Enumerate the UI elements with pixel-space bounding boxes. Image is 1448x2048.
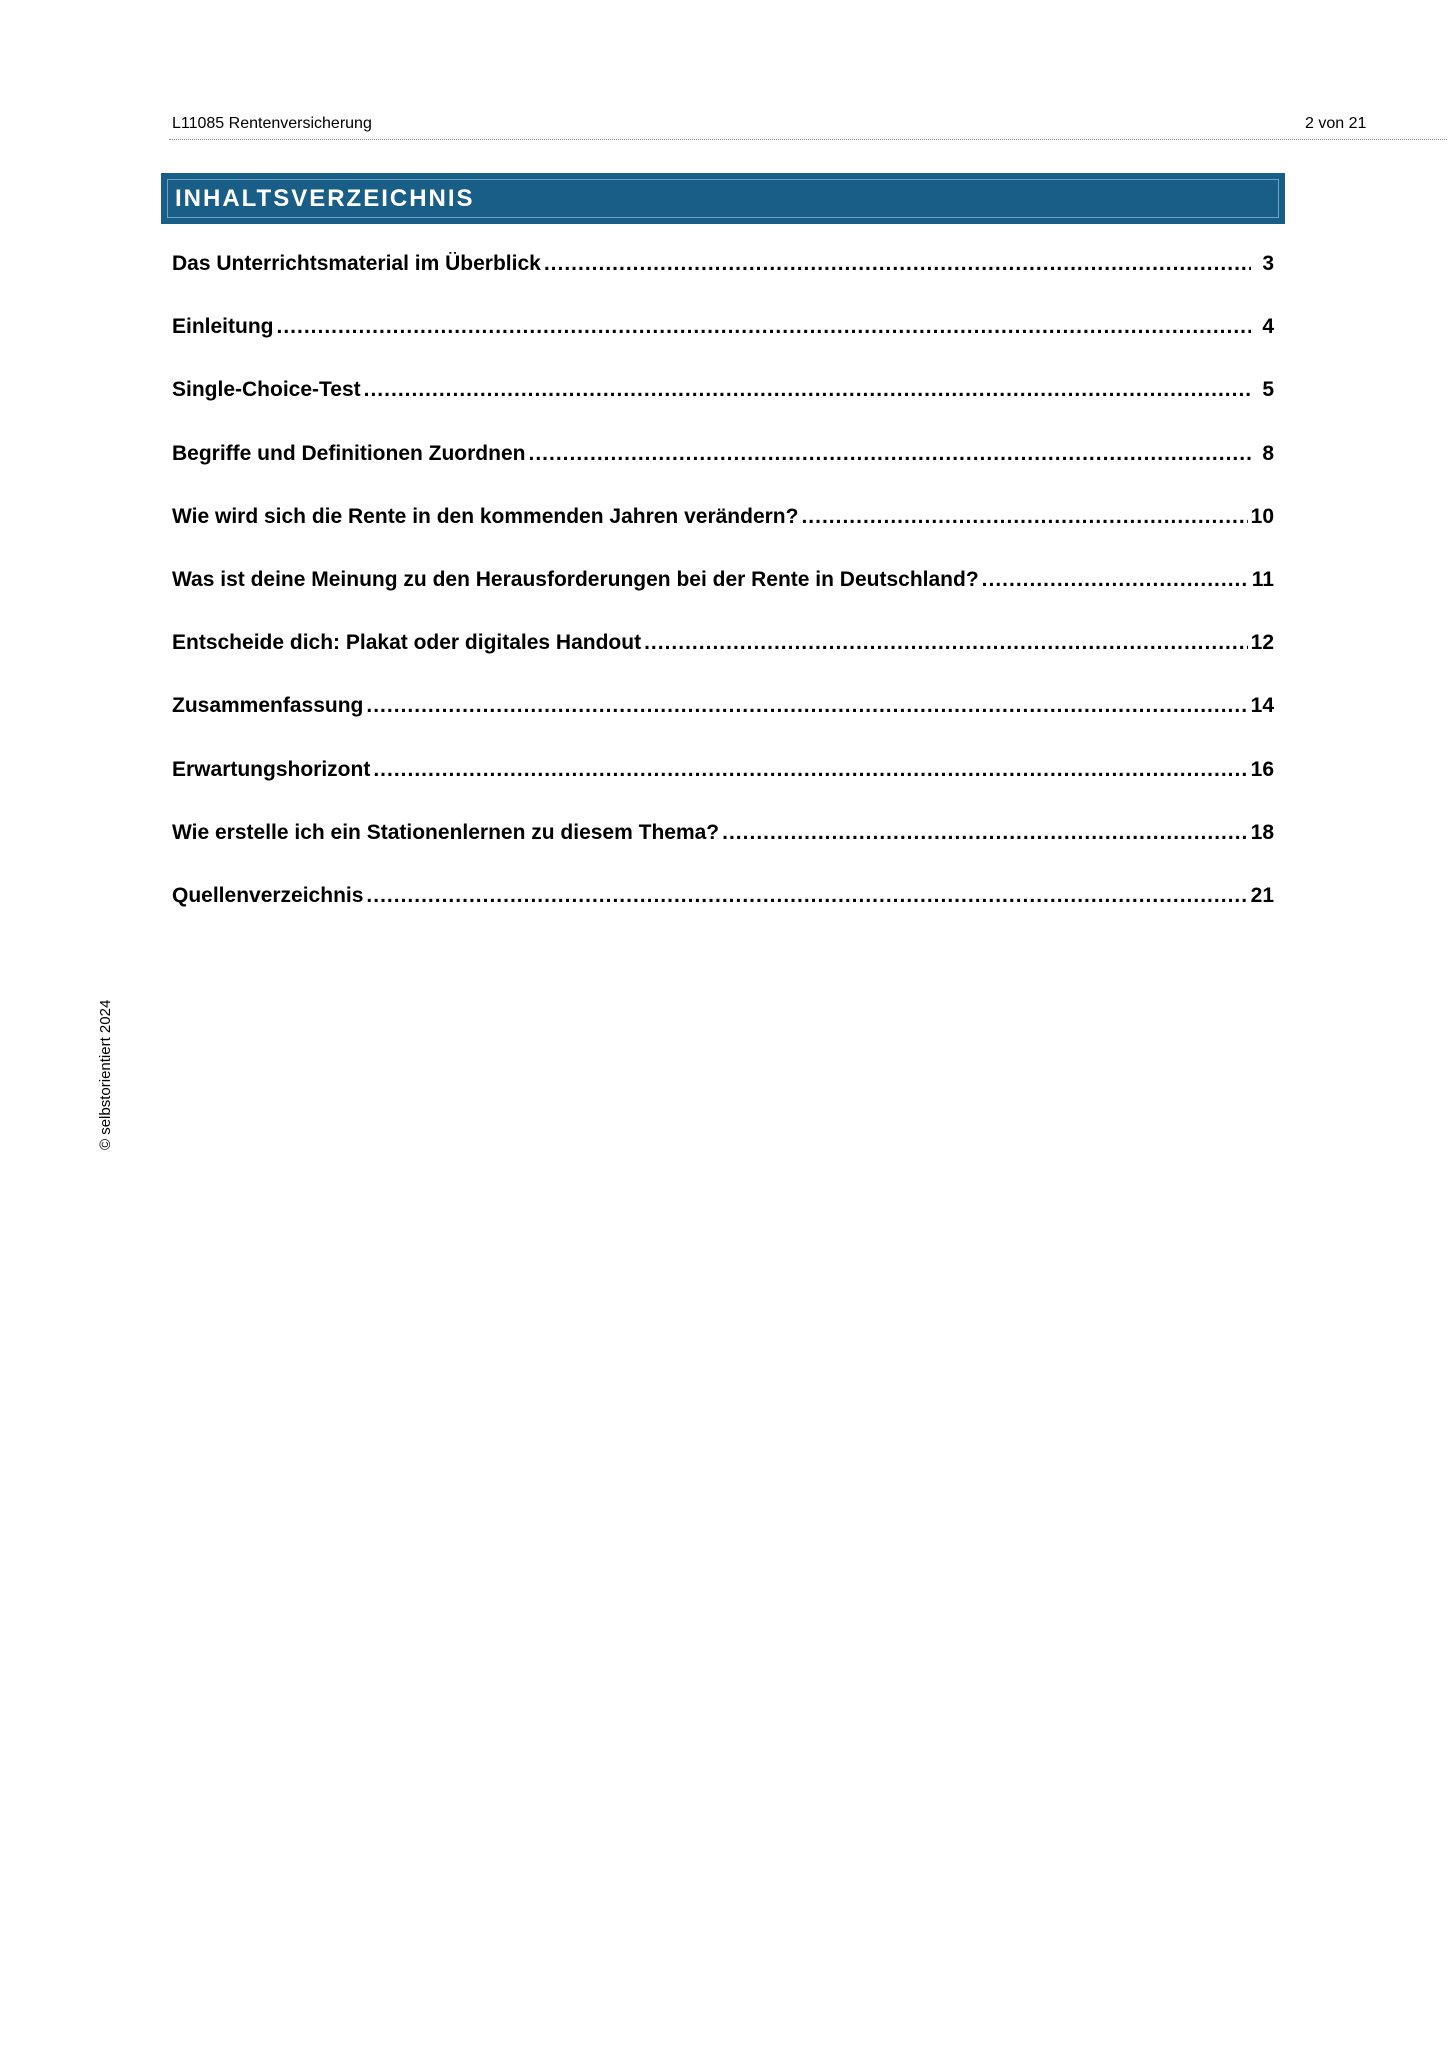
toc-entry[interactable] [172, 568, 1274, 631]
toc-entry-page: 12 [1250, 631, 1274, 655]
toc-entry-page: 3 [1262, 252, 1274, 275]
toc-entry-page: 16 [1250, 757, 1274, 781]
toc-dot-leader [644, 631, 1248, 655]
toc-entry-label: Erwartungshorizont [172, 757, 371, 781]
toc-dot-leader [373, 758, 1247, 782]
toc-entry-page: 18 [1250, 820, 1274, 844]
toc-entry-page: 5 [1262, 378, 1274, 402]
toc-entry-label: Quellenverzeichnis [172, 883, 364, 907]
toc-entry[interactable] [172, 884, 1274, 947]
toc-entry[interactable] [172, 821, 1274, 884]
toc-entry-page: 21 [1250, 883, 1274, 907]
toc-entry-label: Was ist deine Meinung zu den Herausforderungen bei der Rente in Deutschland? [172, 567, 979, 591]
toc-dot-leader [364, 378, 1251, 402]
toc-heading: INHALTSVERZEICHNIS [175, 185, 475, 212]
toc-dot-leader [366, 694, 1247, 718]
toc-entry-label: Single-Choice-Test [172, 378, 361, 402]
page-header [169, 115, 1447, 140]
toc-entry-label: Wie erstelle ich ein Stationenlernen zu diesem Thema? [172, 820, 720, 844]
toc-dot-leader [801, 505, 1247, 529]
toc-dot-leader [528, 442, 1251, 466]
document-title: L11085 Rentenversicherung [172, 115, 372, 132]
toc-dot-leader [277, 315, 1252, 339]
toc-entry-label: Einleitung [172, 315, 274, 339]
toc-dot-leader [722, 821, 1248, 845]
toc-list [172, 252, 1274, 947]
toc-entry-page: 8 [1262, 441, 1274, 465]
toc-entry-label: Wie wird sich die Rente in den kommenden Jahren verändern? [172, 504, 799, 528]
toc-entry[interactable] [172, 315, 1274, 378]
toc-entry-page: 11 [1251, 567, 1274, 591]
toc-dot-leader [544, 252, 1251, 276]
toc-entry-page: 10 [1250, 504, 1274, 528]
toc-entry[interactable] [172, 758, 1274, 821]
toc-entry-label: Zusammenfassung [172, 694, 364, 718]
toc-entry-label: Das Unterrichtsmaterial im Überblick [172, 252, 541, 275]
toc-entry-page: 14 [1250, 694, 1274, 718]
toc-entry[interactable] [172, 252, 1274, 315]
toc-entry[interactable] [172, 378, 1274, 441]
toc-entry[interactable] [172, 442, 1274, 505]
toc-entry-page: 4 [1262, 315, 1274, 339]
toc-dot-leader [982, 568, 1249, 592]
toc-heading-banner [161, 173, 1285, 224]
toc-entry-label: Begriffe und Definitionen Zuordnen [172, 441, 526, 465]
page-number: 2 von 21 [1305, 115, 1367, 132]
toc-dot-leader [366, 884, 1247, 908]
copyright-note: © selbstorientiert 2024 [97, 999, 114, 1150]
toc-entry[interactable] [172, 631, 1274, 694]
toc-entry[interactable] [172, 694, 1274, 757]
toc-entry[interactable] [172, 505, 1274, 568]
toc-entry-label: Entscheide dich: Plakat oder digitales Handout [172, 631, 642, 655]
